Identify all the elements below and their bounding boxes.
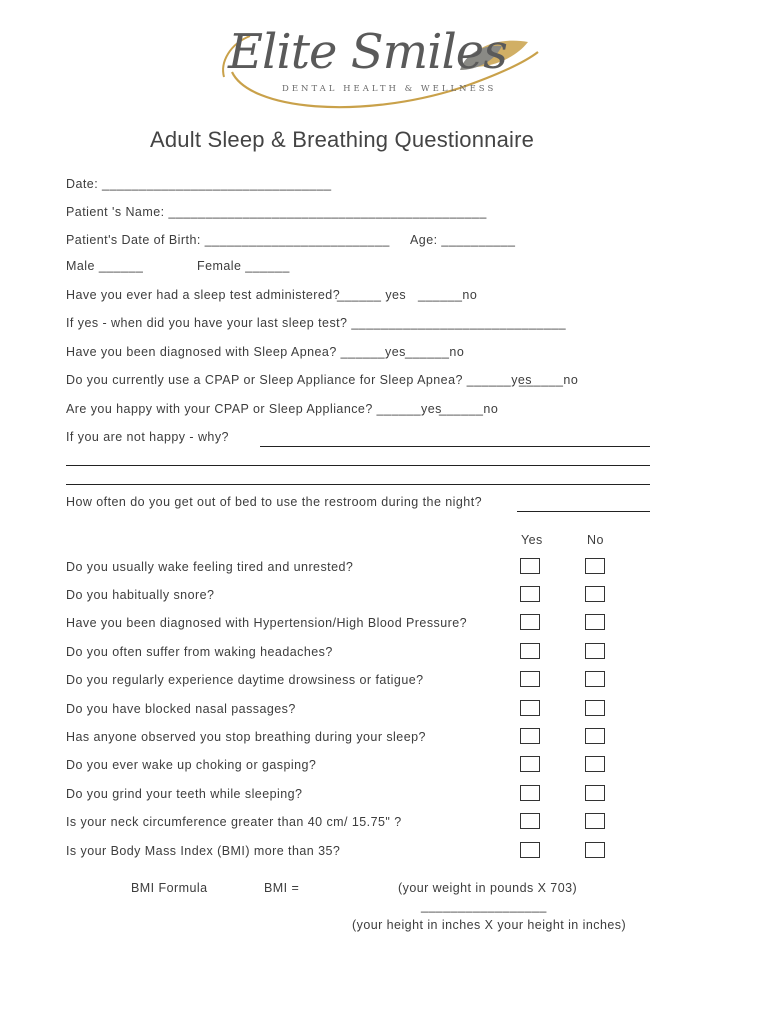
question-text: Do you grind your teeth while sleeping? <box>66 787 303 801</box>
yes-checkbox[interactable] <box>520 700 540 716</box>
no-checkbox[interactable] <box>585 614 605 630</box>
happy-no-field[interactable]: ______no <box>439 402 499 416</box>
question-text: Is your neck circumference greater than 40 cm/ 15.75" ? <box>66 815 402 829</box>
female-field[interactable]: Female ______ <box>197 259 290 273</box>
dob-field[interactable]: Patient's Date of Birth: _________________________ <box>66 233 390 247</box>
page-title: Adult Sleep & Breathing Questionnaire <box>150 127 535 152</box>
yes-checkbox[interactable] <box>520 558 540 574</box>
yes-checkbox[interactable] <box>520 785 540 801</box>
question-text: Do you usually wake feeling tired and unrested? <box>66 560 354 574</box>
age-field[interactable]: Age: __________ <box>410 233 516 247</box>
male-field[interactable]: Male ______ <box>66 259 144 273</box>
question-text: Is your Body Mass Index (BMI) more than 35? <box>66 844 341 858</box>
happy-question[interactable]: Are you happy with your CPAP or Sleep Appliance? ______yes <box>66 402 442 416</box>
yes-checkbox[interactable] <box>520 643 540 659</box>
yes-checkbox[interactable] <box>520 614 540 630</box>
no-column-header: No <box>587 533 604 547</box>
sleep-test-no-field[interactable]: ______no <box>418 288 478 302</box>
not-happy-label: If you are not happy - why? <box>66 430 229 444</box>
question-text: Do you ever wake up choking or gasping? <box>66 758 317 772</box>
cpap-no-field[interactable]: ______no <box>519 373 579 387</box>
question-text: Do you regularly experience daytime drowsiness or fatigue? <box>66 673 424 687</box>
logo-tagline: DENTAL HEALTH & WELLNESS <box>282 84 497 94</box>
bmi-numerator: (your weight in pounds X 703) <box>398 881 578 895</box>
no-checkbox[interactable] <box>585 671 605 687</box>
question-text: Has anyone observed you stop breathing during your sleep? <box>66 730 426 744</box>
yes-checkbox[interactable] <box>520 756 540 772</box>
question-text: Do you habitually snore? <box>66 588 215 602</box>
bmi-denominator: (your height in inches X your height in inches) <box>352 918 627 932</box>
logo-brand: Elite Smiles <box>228 24 507 80</box>
restroom-question: How often do you get out of bed to use the restroom during the night? <box>66 495 483 509</box>
not-happy-line-3[interactable] <box>66 484 650 485</box>
restroom-answer-line[interactable] <box>517 511 650 512</box>
sleep-test-question: Have you ever had a sleep test administered? <box>66 288 341 302</box>
not-happy-line-2[interactable] <box>66 465 650 466</box>
no-checkbox[interactable] <box>585 728 605 744</box>
date-field[interactable]: Date: _______________________________ <box>66 177 332 191</box>
question-text: Do you have blocked nasal passages? <box>66 702 296 716</box>
yes-checkbox[interactable] <box>520 813 540 829</box>
bmi-fraction-line: _________________ <box>421 899 547 913</box>
yes-column-header: Yes <box>521 533 543 547</box>
no-checkbox[interactable] <box>585 586 605 602</box>
apnea-no-field[interactable]: ______no <box>405 345 465 359</box>
yes-checkbox[interactable] <box>520 728 540 744</box>
no-checkbox[interactable] <box>585 558 605 574</box>
bmi-formula-label: BMI Formula <box>131 881 208 895</box>
yes-checkbox[interactable] <box>520 671 540 687</box>
question-text: Have you been diagnosed with Hypertension/High Blood Pressure? <box>66 616 468 630</box>
apnea-question[interactable]: Have you been diagnosed with Sleep Apnea? ______yes <box>66 345 406 359</box>
logo <box>210 22 550 122</box>
bmi-equals: BMI = <box>264 881 300 895</box>
no-checkbox[interactable] <box>585 842 605 858</box>
not-happy-line-1[interactable] <box>260 446 650 447</box>
yes-checkbox[interactable] <box>520 842 540 858</box>
no-checkbox[interactable] <box>585 756 605 772</box>
no-checkbox[interactable] <box>585 700 605 716</box>
yes-checkbox[interactable] <box>520 586 540 602</box>
sleep-test-yes-field[interactable]: ______ yes <box>337 288 407 302</box>
last-sleep-test-field[interactable]: If yes - when did you have your last sleep test? _____________________________ <box>66 316 567 330</box>
question-text: Do you often suffer from waking headaches? <box>66 645 333 659</box>
cpap-question[interactable]: Do you currently use a CPAP or Sleep Appliance for Sleep Apnea? ______yes <box>66 373 533 387</box>
no-checkbox[interactable] <box>585 785 605 801</box>
no-checkbox[interactable] <box>585 643 605 659</box>
no-checkbox[interactable] <box>585 813 605 829</box>
patient-name-field[interactable]: Patient 's Name: ___________________________________________ <box>66 205 487 219</box>
